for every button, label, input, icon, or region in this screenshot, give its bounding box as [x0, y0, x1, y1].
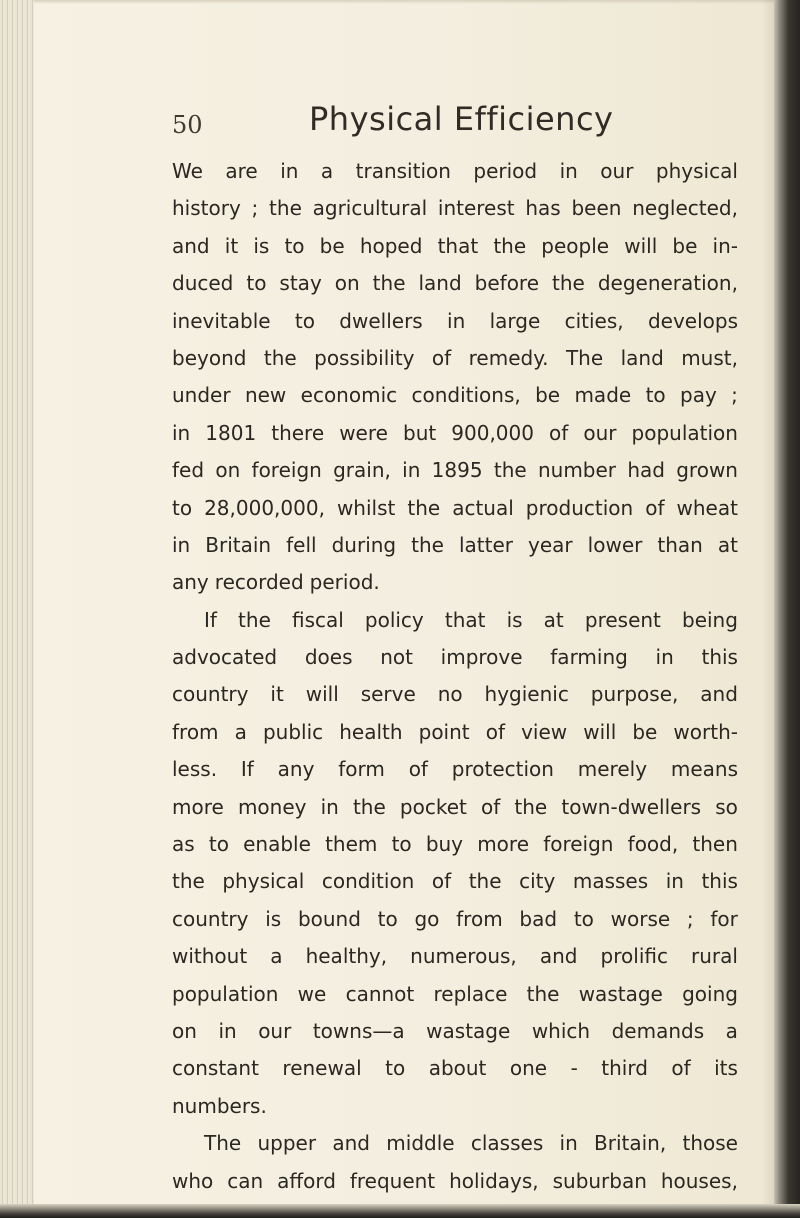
- word: houses,: [660, 1168, 738, 1193]
- word: demands: [611, 1018, 705, 1043]
- word: possibility: [314, 345, 415, 370]
- word: were: [339, 420, 388, 445]
- word: this: [701, 869, 738, 894]
- word: will: [583, 719, 617, 744]
- word: a: [234, 719, 247, 744]
- word: any: [277, 757, 315, 782]
- word: in: [280, 159, 299, 183]
- word: the: [238, 607, 271, 632]
- word: masses: [572, 869, 649, 894]
- word: of: [485, 719, 505, 744]
- word: to: [246, 271, 267, 296]
- word: view: [521, 719, 568, 744]
- word: to: [172, 495, 193, 520]
- word: our: [600, 159, 634, 183]
- word: We: [172, 159, 203, 183]
- word: about: [428, 1056, 487, 1081]
- word: present: [584, 607, 661, 632]
- text-line: [172, 901, 738, 938]
- word: to: [385, 1056, 406, 1081]
- text-line: [172, 340, 738, 377]
- word: before: [474, 271, 540, 296]
- word: the: [172, 869, 205, 894]
- word: actual: [452, 495, 514, 520]
- word: hoped: [359, 233, 423, 258]
- word: of: [408, 757, 428, 782]
- word: towns—a: [312, 1018, 405, 1043]
- word: production: [525, 495, 634, 520]
- word: of: [671, 1056, 691, 1081]
- text-line: [172, 789, 738, 826]
- word: stay: [279, 271, 322, 296]
- text-line: [172, 228, 738, 265]
- word: to: [391, 832, 412, 857]
- word: wheat: [676, 495, 738, 520]
- text-line: [172, 826, 738, 863]
- word: period.: [309, 570, 380, 595]
- word: whilst: [336, 495, 396, 520]
- word: those: [682, 1131, 738, 1156]
- word: land: [418, 271, 462, 296]
- word: in-: [712, 233, 738, 258]
- word: 1895: [431, 458, 483, 483]
- word: a: [320, 159, 334, 183]
- word: foreign: [251, 458, 322, 483]
- word: country: [172, 682, 249, 707]
- word: there: [271, 420, 325, 445]
- word: ;: [251, 196, 259, 221]
- word: health: [339, 719, 403, 744]
- word: the: [372, 271, 406, 296]
- word: worth-: [673, 719, 738, 744]
- word: and: [332, 1131, 370, 1156]
- word: can: [227, 1168, 264, 1193]
- word: grain,: [333, 458, 391, 483]
- word: latter: [458, 532, 514, 557]
- text-line: [172, 1088, 738, 1125]
- word: in: [172, 532, 191, 557]
- word: point: [418, 719, 470, 744]
- word: in: [665, 869, 684, 894]
- word: the: [526, 981, 560, 1006]
- word: purpose,: [590, 682, 679, 707]
- page-right-shadow: [762, 0, 774, 1218]
- text-line: [172, 676, 738, 713]
- word: The: [565, 345, 604, 370]
- word: money: [237, 794, 307, 819]
- word: the: [493, 458, 527, 483]
- text-line: [172, 190, 738, 227]
- word: dwellers: [339, 308, 423, 333]
- word: merely: [577, 757, 648, 782]
- word: neglected,: [632, 196, 738, 221]
- word: in: [559, 1131, 578, 1156]
- word: suburban: [552, 1168, 647, 1193]
- word: large: [489, 308, 541, 333]
- text-line: [172, 863, 738, 900]
- book-gutter-left: [0, 0, 34, 1218]
- book-edge-right: [774, 0, 800, 1218]
- word: the: [493, 233, 527, 258]
- text-line: [172, 976, 738, 1013]
- word: recorded: [214, 570, 304, 595]
- word: that: [444, 607, 486, 632]
- word: more: [477, 832, 530, 857]
- word: agricultural: [312, 196, 428, 221]
- word: on: [334, 271, 360, 296]
- word: healthy,: [305, 944, 388, 969]
- word: develops: [647, 308, 738, 333]
- word: policy: [364, 607, 424, 632]
- word: and: [172, 233, 210, 258]
- word: will: [305, 682, 339, 707]
- word: at: [717, 532, 738, 557]
- word: of: [431, 345, 452, 370]
- word: to: [294, 308, 315, 333]
- word: be: [319, 233, 345, 258]
- word: upper: [257, 1131, 317, 1156]
- word: to: [645, 383, 666, 408]
- body-text: [172, 153, 738, 1200]
- word: cannot: [345, 981, 415, 1006]
- word: year: [528, 532, 573, 557]
- word: in: [655, 645, 674, 670]
- word: wastage: [578, 981, 663, 1006]
- word: and: [539, 944, 578, 969]
- word: is: [253, 233, 270, 258]
- word: then: [692, 832, 738, 857]
- word: less.: [172, 757, 218, 782]
- text-line: [172, 1013, 738, 1050]
- word: from: [172, 719, 219, 744]
- word: protection: [451, 757, 554, 782]
- word: constant: [172, 1056, 259, 1081]
- text-line: [172, 527, 738, 564]
- word: If: [240, 757, 254, 782]
- word: from: [456, 906, 503, 931]
- word: public: [262, 719, 324, 744]
- text-line: [172, 639, 738, 676]
- word: serve: [360, 682, 416, 707]
- word: the: [263, 345, 297, 370]
- word: without: [172, 944, 248, 969]
- word: them: [325, 832, 378, 857]
- word: more: [172, 794, 224, 819]
- word: renewal: [282, 1056, 362, 1081]
- word: city: [519, 869, 556, 894]
- word: in: [402, 458, 421, 483]
- running-head: [172, 100, 792, 150]
- word: 28,000,000,: [204, 495, 325, 520]
- word: a: [270, 944, 283, 969]
- word: be: [535, 383, 561, 408]
- word: and: [700, 682, 738, 707]
- word: are: [225, 159, 258, 183]
- word: country: [172, 906, 249, 931]
- word: numbers.: [172, 1093, 267, 1118]
- word: to: [377, 906, 398, 931]
- word: so: [715, 794, 738, 819]
- word: bad: [519, 906, 558, 931]
- text-line: [172, 1163, 738, 1200]
- word: 900,000: [451, 420, 534, 445]
- word: that: [437, 233, 479, 258]
- word: pay: [680, 383, 717, 408]
- word: form: [338, 757, 385, 782]
- word: but: [403, 420, 437, 445]
- text-line: [172, 751, 738, 788]
- word: numerous,: [410, 944, 517, 969]
- word: buy: [425, 832, 464, 857]
- word: cities,: [564, 308, 624, 333]
- word: The: [204, 1131, 242, 1156]
- word: which: [531, 1018, 591, 1043]
- word: prolific: [600, 944, 668, 969]
- word: food,: [627, 832, 679, 857]
- word: go: [414, 906, 440, 931]
- word: than: [657, 532, 703, 557]
- word: at: [543, 607, 564, 632]
- text-line: [172, 415, 738, 452]
- word: condition: [321, 869, 415, 894]
- word: this: [701, 645, 738, 670]
- word: foreign: [543, 832, 614, 857]
- word: economic: [300, 383, 398, 408]
- word: fed: [172, 458, 205, 483]
- word: ;: [686, 906, 694, 931]
- word: wastage: [426, 1018, 511, 1043]
- word: classes: [470, 1131, 544, 1156]
- word: hygienic: [484, 682, 569, 707]
- word: we: [297, 981, 327, 1006]
- word: is: [506, 607, 523, 632]
- word: population: [631, 420, 738, 445]
- word: it: [224, 233, 239, 258]
- word: be: [672, 233, 698, 258]
- word: our: [583, 420, 617, 445]
- word: of: [645, 495, 665, 520]
- word: in: [447, 308, 466, 333]
- word: being: [682, 607, 738, 632]
- word: on: [215, 458, 241, 483]
- word: its: [714, 1056, 738, 1081]
- word: on: [172, 1018, 197, 1043]
- word: lower: [587, 532, 643, 557]
- word: grown: [676, 458, 738, 483]
- word: it: [270, 682, 284, 707]
- word: been: [571, 196, 622, 221]
- word: 1801: [205, 420, 257, 445]
- word: farming: [550, 645, 628, 670]
- text-line: [172, 490, 738, 527]
- page-number: 50: [172, 111, 203, 139]
- word: rural: [691, 944, 738, 969]
- word: is: [265, 906, 282, 931]
- word: new: [244, 383, 287, 408]
- word: during: [331, 532, 397, 557]
- word: under: [172, 383, 231, 408]
- word: worse: [610, 906, 671, 931]
- word: town-dwellers: [561, 794, 702, 819]
- word: the: [411, 532, 444, 557]
- word: frequent: [349, 1168, 436, 1193]
- text-line: [172, 377, 738, 414]
- word: in: [320, 794, 339, 819]
- word: Britain,: [594, 1131, 667, 1156]
- word: degeneration,: [597, 271, 738, 296]
- text-line: [172, 714, 738, 751]
- text-line: [172, 1125, 738, 1162]
- page-bottom-edge: [0, 1204, 800, 1218]
- word: to: [284, 233, 305, 258]
- word: of: [431, 869, 452, 894]
- word: period: [473, 159, 538, 183]
- word: fell: [286, 532, 317, 557]
- word: advocated: [172, 645, 278, 670]
- word: people: [541, 233, 610, 258]
- word: the: [269, 196, 302, 221]
- word: If: [204, 607, 217, 632]
- word: transition: [355, 159, 451, 183]
- text-line: [172, 938, 738, 975]
- word: enable: [243, 832, 311, 857]
- text-line: [172, 602, 738, 639]
- word: land: [620, 345, 664, 370]
- word: replace: [433, 981, 508, 1006]
- word: third: [601, 1056, 648, 1081]
- word: made: [574, 383, 632, 408]
- word: no: [437, 682, 463, 707]
- word: in: [172, 420, 191, 445]
- word: must,: [681, 345, 738, 370]
- word: in: [218, 1018, 237, 1043]
- word: has: [525, 196, 561, 221]
- text-line: [172, 265, 738, 302]
- word: interest: [437, 196, 515, 221]
- word: the: [407, 495, 441, 520]
- word: middle: [386, 1131, 455, 1156]
- text-line: [172, 564, 738, 601]
- text-line: [172, 303, 738, 340]
- word: conditions,: [411, 383, 521, 408]
- page-top-edge: [0, 0, 800, 4]
- word: will: [624, 233, 658, 258]
- text-line: [172, 153, 738, 190]
- word: does: [304, 645, 353, 670]
- word: to: [573, 906, 594, 931]
- word: a: [725, 1018, 738, 1043]
- word: had: [627, 458, 665, 483]
- word: improve: [440, 645, 523, 670]
- word: any: [172, 570, 209, 595]
- word: the: [352, 794, 386, 819]
- word: history: [172, 196, 241, 221]
- word: inevitable: [172, 308, 271, 333]
- word: Britain: [205, 532, 272, 557]
- text-line: [172, 452, 738, 489]
- word: our: [258, 1018, 292, 1043]
- word: the: [552, 271, 585, 296]
- word: duced: [172, 271, 234, 296]
- word: population: [172, 981, 279, 1006]
- word: of: [481, 794, 501, 819]
- word: afford: [277, 1168, 336, 1193]
- word: in: [559, 159, 578, 183]
- word: of: [549, 420, 569, 445]
- word: pocket: [399, 794, 467, 819]
- word: means: [670, 757, 738, 782]
- word: as: [172, 832, 195, 857]
- word: fiscal: [291, 607, 344, 632]
- text-line: [172, 1050, 738, 1087]
- word: -: [570, 1056, 578, 1081]
- word: going: [682, 981, 738, 1006]
- word: beyond: [172, 345, 247, 370]
- word: physical: [655, 159, 738, 183]
- word: ;: [731, 383, 738, 408]
- word: number: [537, 458, 617, 483]
- word: the: [514, 794, 548, 819]
- word: bound: [297, 906, 361, 931]
- word: for: [710, 906, 738, 931]
- word: physical: [222, 869, 305, 894]
- word: remedy.: [468, 345, 549, 370]
- word: the: [468, 869, 502, 894]
- word: not: [380, 645, 413, 670]
- word: to: [208, 832, 229, 857]
- word: who: [172, 1168, 214, 1193]
- running-title: Physical Efficiency: [309, 100, 614, 138]
- word: one: [509, 1056, 548, 1081]
- word: holidays,: [449, 1168, 539, 1193]
- word: be: [632, 719, 658, 744]
